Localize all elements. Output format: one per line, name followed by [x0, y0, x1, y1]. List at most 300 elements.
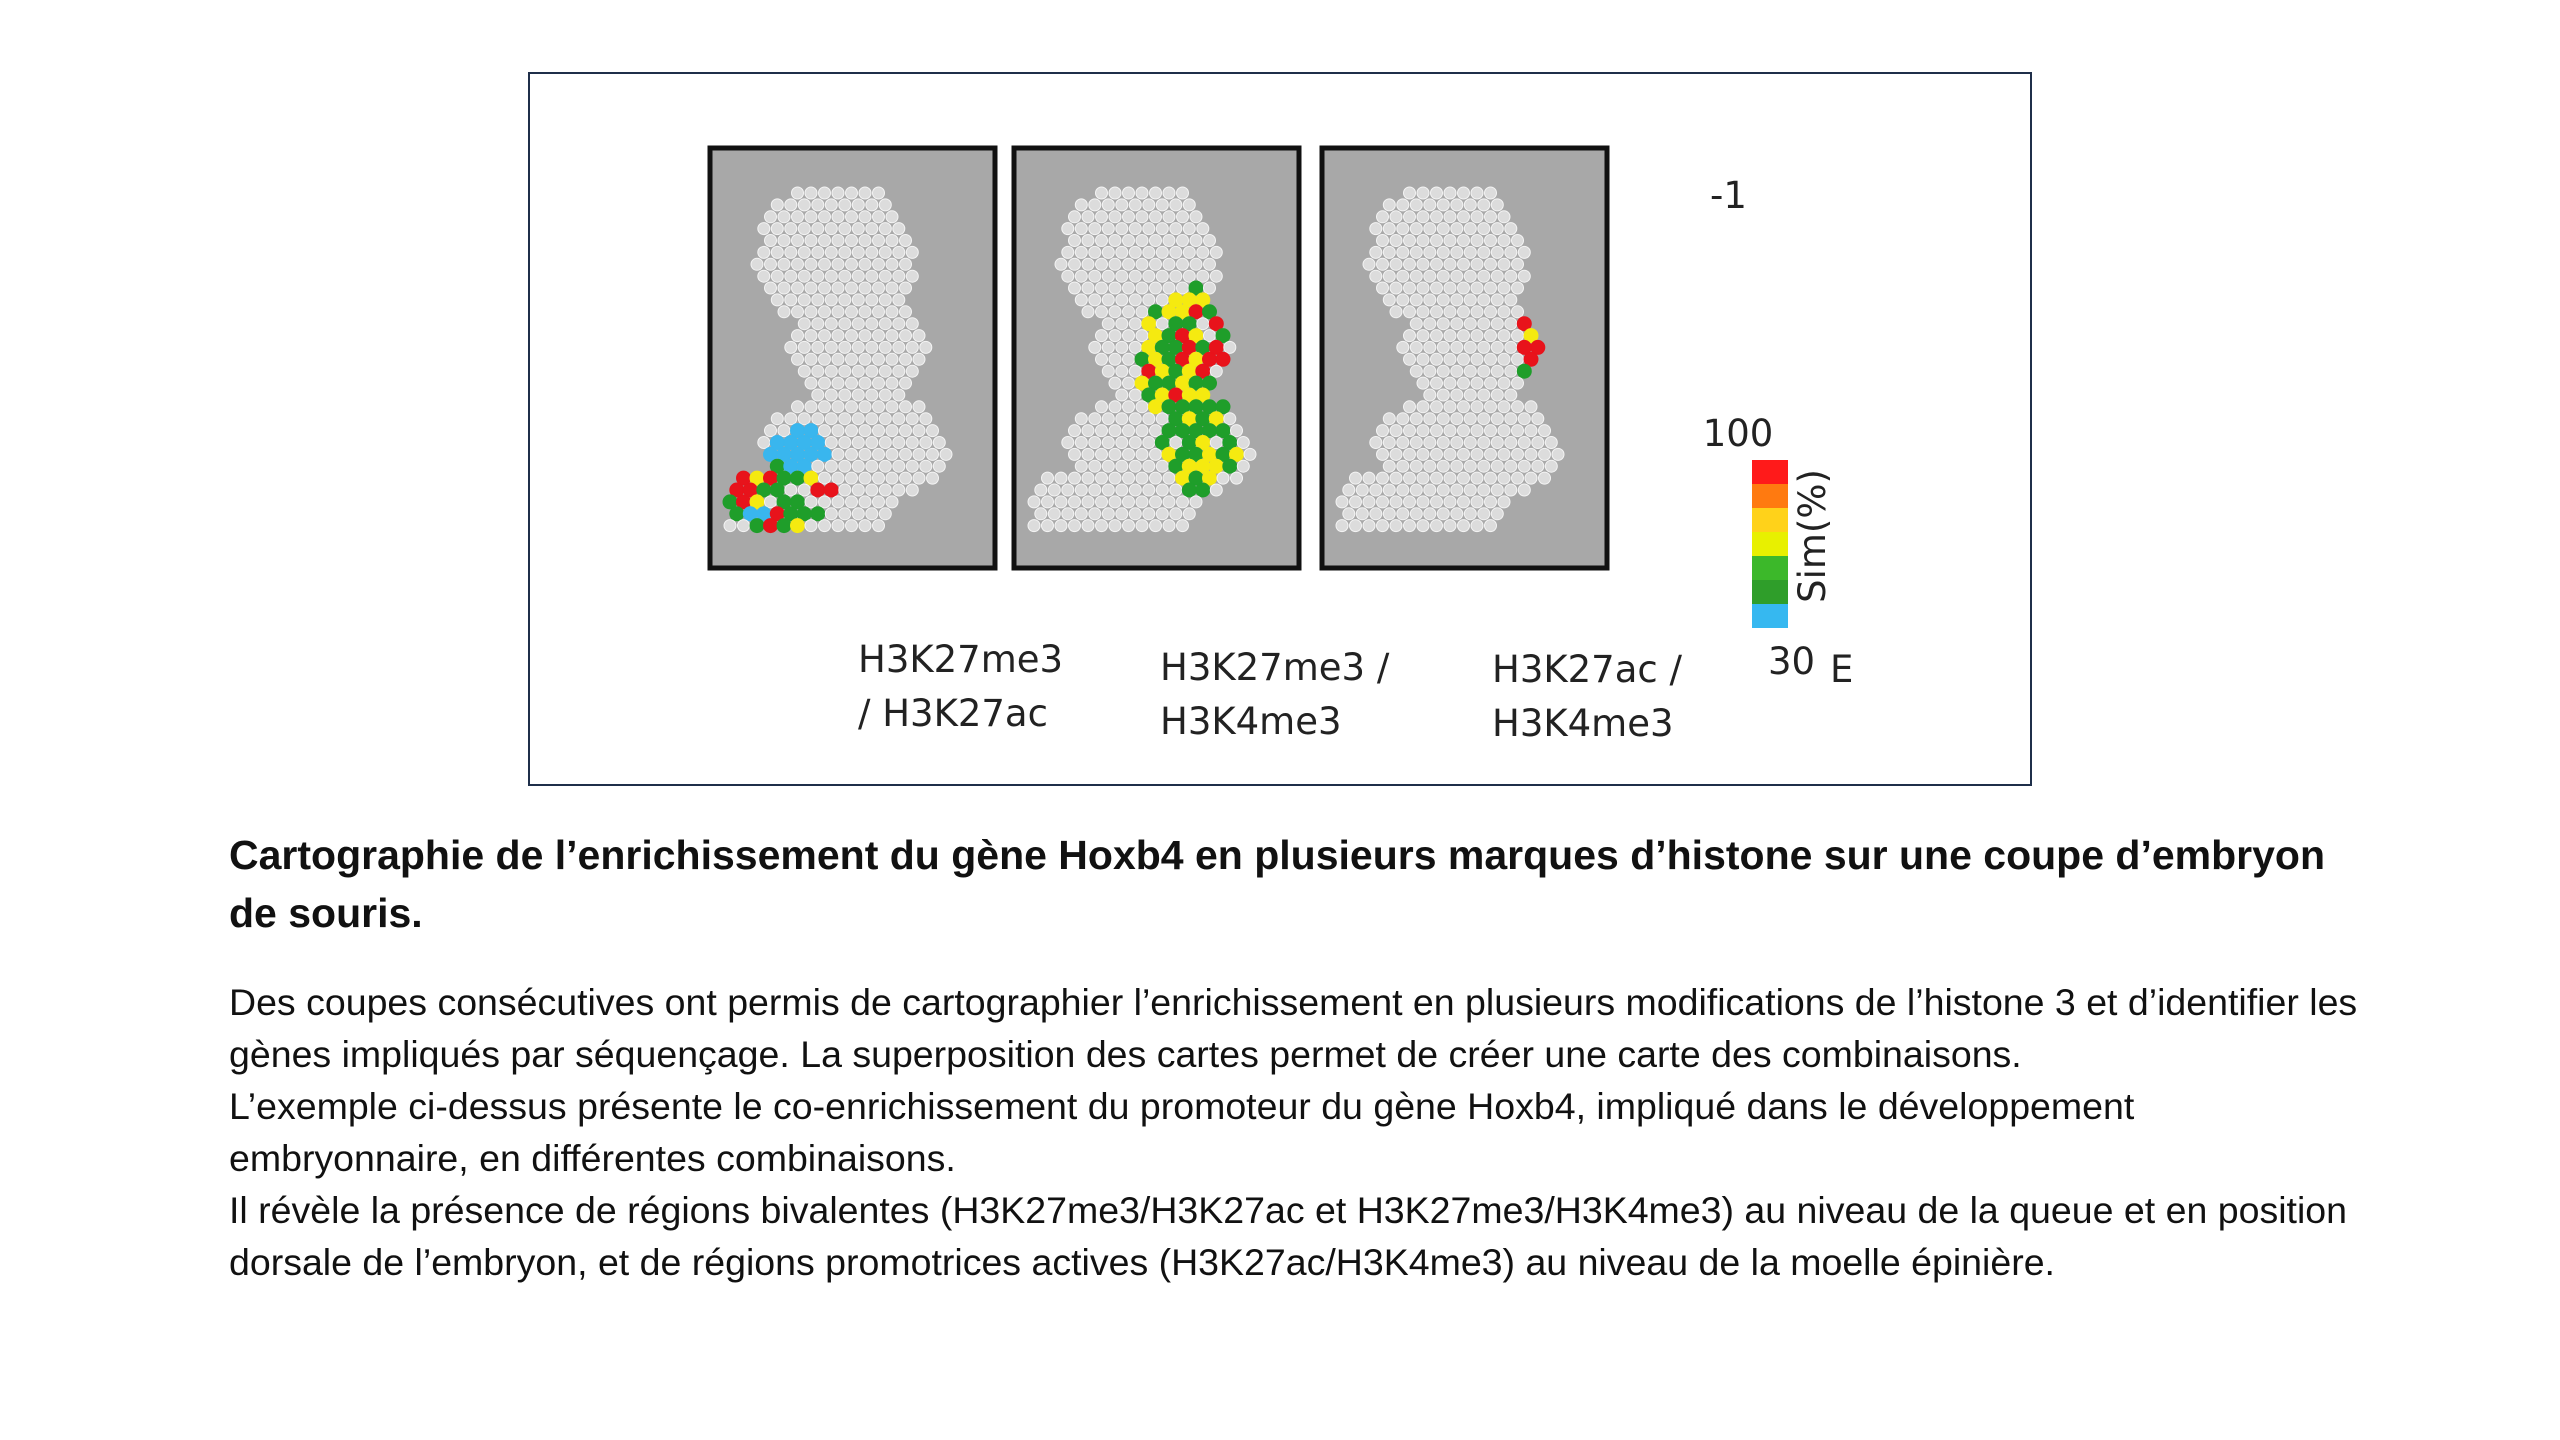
spot	[1485, 401, 1497, 413]
spot	[812, 341, 824, 353]
spot	[1505, 484, 1517, 496]
spot	[1109, 306, 1121, 318]
spot	[1424, 341, 1436, 353]
spot	[866, 413, 878, 425]
spot	[1485, 520, 1497, 532]
spot	[1109, 520, 1121, 532]
spot	[846, 520, 858, 532]
spot	[1123, 496, 1135, 508]
spot	[1069, 211, 1081, 223]
spot	[1390, 211, 1402, 223]
spot	[792, 330, 804, 342]
spot	[1116, 460, 1128, 472]
spot	[859, 330, 871, 342]
spot	[1532, 413, 1544, 425]
spot	[839, 460, 851, 472]
spot	[825, 460, 837, 472]
spot	[1464, 246, 1476, 258]
spot	[805, 377, 817, 389]
spot	[798, 341, 810, 353]
spot	[1485, 353, 1497, 365]
spot	[792, 235, 804, 247]
panel-label-3-line1: H3K27ac /	[1492, 648, 1682, 691]
spot	[798, 199, 810, 211]
spot	[812, 460, 824, 472]
spot	[1485, 330, 1497, 342]
spot	[791, 519, 805, 533]
spot	[1089, 341, 1101, 353]
spot	[832, 282, 844, 294]
spot	[812, 413, 824, 425]
scale-corner-letter: E	[1830, 648, 1854, 691]
spot	[1196, 483, 1210, 497]
spot	[1498, 282, 1510, 294]
spot	[1545, 460, 1557, 472]
spot	[1197, 223, 1209, 235]
panel-h3k27ac-h3k4me3	[1322, 148, 1607, 568]
spot	[906, 413, 918, 425]
spot	[1170, 270, 1182, 282]
spot	[1377, 211, 1389, 223]
spot	[879, 460, 891, 472]
spot	[1075, 484, 1087, 496]
spot	[1390, 258, 1402, 270]
spot	[1136, 401, 1148, 413]
spot	[1444, 258, 1456, 270]
spot	[1363, 520, 1375, 532]
spot	[825, 365, 837, 377]
spot	[832, 496, 844, 508]
spot	[805, 401, 817, 413]
spot	[913, 330, 925, 342]
spot	[1417, 353, 1429, 365]
spot	[846, 330, 858, 342]
spot	[1390, 520, 1402, 532]
spot	[1116, 318, 1128, 330]
scale-top-marker: -1	[1710, 174, 1747, 217]
spot	[1150, 496, 1162, 508]
spot	[1437, 508, 1449, 520]
spot	[1109, 187, 1121, 199]
spot	[1210, 246, 1222, 258]
spot	[886, 425, 898, 437]
spot	[1464, 270, 1476, 282]
spot	[1082, 425, 1094, 437]
spot	[1109, 258, 1121, 270]
panel-label-3-line2: H3K4me3	[1492, 702, 1674, 745]
spot	[1431, 187, 1443, 199]
spot	[1424, 484, 1436, 496]
spot	[1417, 258, 1429, 270]
spot	[832, 353, 844, 365]
spot	[1116, 199, 1128, 211]
spot	[1451, 223, 1463, 235]
spot	[1197, 270, 1209, 282]
spot	[1370, 437, 1382, 449]
spot	[1042, 472, 1054, 484]
spot	[765, 282, 777, 294]
spot	[1082, 520, 1094, 532]
spot	[873, 211, 885, 223]
spot	[1437, 270, 1449, 282]
spot	[1150, 187, 1162, 199]
spot	[1370, 223, 1382, 235]
spot	[1491, 508, 1503, 520]
spot	[1163, 282, 1175, 294]
spot	[1417, 520, 1429, 532]
spot	[805, 187, 817, 199]
spot	[1471, 353, 1483, 365]
spot	[866, 389, 878, 401]
panel-label-2-line1: H3K27me3 /	[1160, 646, 1390, 689]
spot	[1478, 460, 1490, 472]
spot	[893, 437, 905, 449]
spot	[791, 471, 805, 485]
spot	[798, 365, 810, 377]
spot	[1116, 294, 1128, 306]
spot	[1096, 211, 1108, 223]
spot	[1417, 306, 1429, 318]
spot	[1183, 223, 1195, 235]
spot	[1075, 437, 1087, 449]
spot	[1089, 437, 1101, 449]
spot	[1143, 246, 1155, 258]
spot	[1123, 520, 1135, 532]
spot	[1431, 211, 1443, 223]
spot	[1444, 520, 1456, 532]
spot	[819, 496, 831, 508]
spot	[1075, 413, 1087, 425]
spot	[1116, 341, 1128, 353]
spot	[1417, 187, 1429, 199]
spot	[1451, 365, 1463, 377]
spot	[1539, 425, 1551, 437]
spot	[1102, 199, 1114, 211]
spot	[805, 282, 817, 294]
scale-segment	[1752, 532, 1788, 556]
spot	[1451, 199, 1463, 211]
spot	[913, 472, 925, 484]
spot	[852, 389, 864, 401]
spot	[1424, 223, 1436, 235]
spot	[812, 294, 824, 306]
spot	[1383, 223, 1395, 235]
spot	[1089, 484, 1101, 496]
spot	[1096, 472, 1108, 484]
spot	[832, 187, 844, 199]
spot	[1491, 460, 1503, 472]
spot	[866, 199, 878, 211]
spot	[1437, 460, 1449, 472]
spot	[1417, 330, 1429, 342]
spot	[1458, 425, 1470, 437]
spot	[1089, 508, 1101, 520]
spot	[873, 306, 885, 318]
spot	[1539, 472, 1551, 484]
spot	[1464, 294, 1476, 306]
spot	[1424, 246, 1436, 258]
spot	[1069, 520, 1081, 532]
spot	[1437, 199, 1449, 211]
spot	[1177, 187, 1189, 199]
spot	[1190, 211, 1202, 223]
spot	[1197, 318, 1209, 330]
spot	[1417, 377, 1429, 389]
spot	[1404, 282, 1416, 294]
spot	[1458, 306, 1470, 318]
spot	[1102, 437, 1114, 449]
spot	[1451, 246, 1463, 258]
spot	[1123, 282, 1135, 294]
spot	[1417, 235, 1429, 247]
spot	[1518, 413, 1530, 425]
spot	[859, 211, 871, 223]
spot	[792, 282, 804, 294]
spot	[1170, 508, 1182, 520]
spot	[1190, 258, 1202, 270]
spot	[1431, 472, 1443, 484]
spot	[893, 270, 905, 282]
spot	[778, 258, 790, 270]
spot	[1123, 211, 1135, 223]
spot	[866, 270, 878, 282]
spot	[1485, 235, 1497, 247]
spot	[1485, 282, 1497, 294]
spot	[818, 447, 832, 461]
spot	[1150, 520, 1162, 532]
spot	[1089, 270, 1101, 282]
spot	[1055, 472, 1067, 484]
spot	[1123, 353, 1135, 365]
spot	[765, 235, 777, 247]
spot	[1424, 508, 1436, 520]
spot	[1035, 484, 1047, 496]
spot	[1464, 199, 1476, 211]
spot	[873, 496, 885, 508]
spot	[1082, 282, 1094, 294]
spot	[1464, 365, 1476, 377]
spot	[832, 235, 844, 247]
spot	[1444, 425, 1456, 437]
spot	[859, 496, 871, 508]
spot	[1437, 413, 1449, 425]
spot	[1075, 246, 1087, 258]
spot	[1136, 472, 1148, 484]
spot	[1123, 448, 1135, 460]
spot	[1116, 413, 1128, 425]
spot	[1149, 400, 1163, 414]
spot	[1150, 425, 1162, 437]
spot	[852, 365, 864, 377]
spot	[1505, 294, 1517, 306]
spot	[1109, 235, 1121, 247]
spot	[1042, 496, 1054, 508]
spot	[1109, 282, 1121, 294]
figure-caption: Cartographie de l’enrichissement du gène Hoxb4 en plusieurs marques d’histone sur une coupe d’embryon de souris.	[229, 832, 2326, 936]
spot	[1397, 199, 1409, 211]
spot	[1156, 223, 1168, 235]
spot	[1478, 413, 1490, 425]
spot	[846, 472, 858, 484]
spot	[913, 353, 925, 365]
spot	[771, 246, 783, 258]
spot	[927, 448, 939, 460]
spot	[1377, 448, 1389, 460]
spot	[1444, 187, 1456, 199]
spot	[1458, 258, 1470, 270]
spot	[1491, 484, 1503, 496]
spot	[778, 306, 790, 318]
spot	[819, 211, 831, 223]
spot	[785, 484, 797, 496]
spot	[819, 235, 831, 247]
spot	[1082, 235, 1094, 247]
spot	[1156, 246, 1168, 258]
spot	[1350, 472, 1362, 484]
spot	[819, 353, 831, 365]
spot	[1136, 187, 1148, 199]
spot	[839, 199, 851, 211]
spot	[1417, 211, 1429, 223]
spot	[906, 437, 918, 449]
spot	[886, 472, 898, 484]
spot	[879, 199, 891, 211]
spot	[1485, 448, 1497, 460]
spot	[798, 484, 810, 496]
spot	[933, 437, 945, 449]
spot	[1485, 211, 1497, 223]
spot	[846, 377, 858, 389]
spot	[1343, 508, 1355, 520]
spot	[1383, 294, 1395, 306]
spot	[1478, 484, 1490, 496]
spot	[846, 425, 858, 437]
spot	[859, 401, 871, 413]
spot	[1082, 258, 1094, 270]
spot	[1444, 282, 1456, 294]
spot	[1532, 437, 1544, 449]
spot	[846, 496, 858, 508]
spot	[1129, 270, 1141, 282]
spot	[1505, 365, 1517, 377]
spot	[1471, 330, 1483, 342]
spot	[805, 330, 817, 342]
spot	[1156, 318, 1168, 330]
spot	[1204, 282, 1216, 294]
spot	[1204, 330, 1216, 342]
spot	[812, 318, 824, 330]
spot	[1410, 223, 1422, 235]
spot	[1082, 496, 1094, 508]
spot	[852, 199, 864, 211]
spot	[825, 389, 837, 401]
spot	[1163, 187, 1175, 199]
spot	[805, 306, 817, 318]
spot	[1102, 246, 1114, 258]
spot	[1437, 437, 1449, 449]
spot	[913, 448, 925, 460]
spot	[730, 507, 744, 521]
spot	[839, 389, 851, 401]
spot	[1383, 484, 1395, 496]
spot	[859, 282, 871, 294]
scale-min-label: 30	[1768, 640, 1816, 683]
spot	[1062, 437, 1074, 449]
spot	[1471, 401, 1483, 413]
spot	[1478, 389, 1490, 401]
spot	[1458, 520, 1470, 532]
spot	[1216, 352, 1230, 366]
spot	[1424, 199, 1436, 211]
spot	[1143, 413, 1155, 425]
spot	[1518, 484, 1530, 496]
spot	[1109, 211, 1121, 223]
spot	[1156, 199, 1168, 211]
spot	[832, 306, 844, 318]
spot	[1417, 401, 1429, 413]
spot	[1458, 235, 1470, 247]
spot	[1383, 437, 1395, 449]
spot	[1525, 401, 1537, 413]
spot	[1129, 294, 1141, 306]
spot	[819, 377, 831, 389]
spot	[1410, 365, 1422, 377]
spot	[1404, 306, 1416, 318]
panel-h3k27me3-h3k27ac	[710, 148, 995, 568]
spot	[1136, 448, 1148, 460]
spot	[1431, 377, 1443, 389]
spot	[1123, 258, 1135, 270]
spot	[1498, 472, 1510, 484]
spot	[852, 508, 864, 520]
spot	[1478, 294, 1490, 306]
spot	[1096, 401, 1108, 413]
spot	[1123, 330, 1135, 342]
spot	[1102, 294, 1114, 306]
spot	[1143, 484, 1155, 496]
spot	[859, 258, 871, 270]
spot	[1136, 330, 1148, 342]
spot	[1424, 460, 1436, 472]
spot	[1102, 460, 1114, 472]
spot	[1424, 270, 1436, 282]
spot	[1102, 365, 1114, 377]
spot	[866, 341, 878, 353]
spot	[1512, 425, 1524, 437]
spot	[879, 413, 891, 425]
spot	[771, 223, 783, 235]
spot	[893, 246, 905, 258]
spot	[758, 437, 770, 449]
spot	[859, 187, 871, 199]
spot	[1471, 306, 1483, 318]
spot	[1505, 270, 1517, 282]
spot	[771, 294, 783, 306]
spot	[893, 341, 905, 353]
spot	[805, 353, 817, 365]
spot	[1343, 484, 1355, 496]
spot	[1444, 472, 1456, 484]
spot	[906, 484, 918, 496]
spot	[859, 472, 871, 484]
spot	[1390, 235, 1402, 247]
spot	[1478, 341, 1490, 353]
spot	[1431, 425, 1443, 437]
spot	[1444, 306, 1456, 318]
spot	[1390, 282, 1402, 294]
spot	[1444, 496, 1456, 508]
spot	[1069, 448, 1081, 460]
